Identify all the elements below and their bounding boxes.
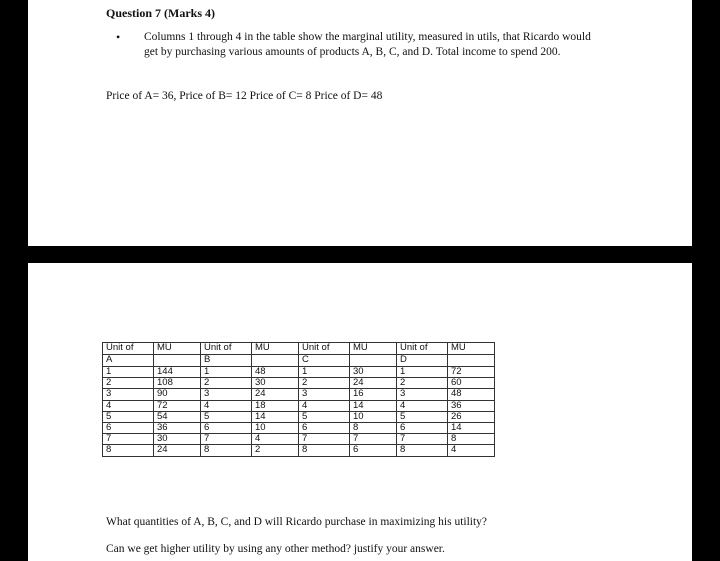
- table-cell: 7: [201, 434, 252, 445]
- table-cell: 10: [252, 422, 299, 433]
- table-cell: 8: [103, 445, 154, 456]
- table-cell: 54: [154, 411, 201, 422]
- table-cell: 30: [154, 434, 201, 445]
- table-cell: 4: [103, 400, 154, 411]
- page-bottom: [28, 263, 692, 561]
- table-cell: 24: [252, 389, 299, 400]
- table-cell: MU: [252, 343, 299, 355]
- bullet-text: Columns 1 through 4 in the table show the marginal utility, measured in utils, that Ricardo would get by purchasing various amounts of products A, B, C, and D. Total income to spend 200.: [144, 31, 591, 58]
- table-cell: MU: [154, 343, 201, 355]
- table-cell: 18: [252, 400, 299, 411]
- table-cell: Unit of: [103, 343, 154, 355]
- table-cell: MU: [350, 343, 397, 355]
- table-cell: 5: [397, 411, 448, 422]
- table-cell: 72: [448, 367, 495, 378]
- table-cell: 7: [397, 434, 448, 445]
- table-row: [103, 389, 495, 400]
- table-header-row: [103, 355, 495, 367]
- table-cell: [252, 355, 299, 367]
- table-cell: 3: [299, 389, 350, 400]
- table-cell: 2: [103, 378, 154, 389]
- table-cell: [448, 355, 495, 367]
- table-cell: 3: [103, 389, 154, 400]
- table-cell: Unit of: [201, 343, 252, 355]
- table-cell: 1: [201, 367, 252, 378]
- table-cell: 7: [350, 434, 397, 445]
- page-top: [28, 0, 692, 246]
- table-cell: [154, 355, 201, 367]
- table-cell: 60: [448, 378, 495, 389]
- table-cell: 5: [103, 411, 154, 422]
- table-cell: 2: [299, 378, 350, 389]
- table-cell: 1: [299, 367, 350, 378]
- table-cell: 30: [350, 367, 397, 378]
- table-cell: Unit of: [397, 343, 448, 355]
- table-cell: 90: [154, 389, 201, 400]
- table-cell: 48: [252, 367, 299, 378]
- table-cell: Unit of: [299, 343, 350, 355]
- table-row: [103, 367, 495, 378]
- table-cell: 30: [252, 378, 299, 389]
- prices-line: Price of A= 36, Price of B= 12 Price of C= 8 Price of D= 48: [106, 90, 383, 102]
- table-cell: MU: [448, 343, 495, 355]
- table-cell: 10: [350, 411, 397, 422]
- table-row: [103, 378, 495, 389]
- table-cell: A: [103, 355, 154, 367]
- table-cell: 36: [448, 400, 495, 411]
- table-cell: 8: [397, 445, 448, 456]
- table-cell: 7: [103, 434, 154, 445]
- marginal-utility-table: [102, 342, 495, 457]
- table-cell: B: [201, 355, 252, 367]
- table-row: [103, 445, 495, 456]
- table-cell: 14: [448, 422, 495, 433]
- table-cell: 36: [154, 422, 201, 433]
- table-cell: 24: [350, 378, 397, 389]
- table-cell: 2: [252, 445, 299, 456]
- table-cell: 14: [350, 400, 397, 411]
- table-cell: 14: [252, 411, 299, 422]
- table-cell: 2: [201, 378, 252, 389]
- table-cell: 6: [103, 422, 154, 433]
- table-cell: 144: [154, 367, 201, 378]
- table-cell: 6: [299, 422, 350, 433]
- table-row: [103, 400, 495, 411]
- table-cell: 5: [299, 411, 350, 422]
- bullet-icon: •: [116, 30, 121, 44]
- table-cell: D: [397, 355, 448, 367]
- table-cell: 4: [448, 445, 495, 456]
- table-cell: 4: [397, 400, 448, 411]
- table-cell: 3: [201, 389, 252, 400]
- table-cell: 5: [201, 411, 252, 422]
- question-title: Question 7 (Marks 4): [106, 6, 215, 20]
- table-cell: 24: [154, 445, 201, 456]
- table-cell: 26: [448, 411, 495, 422]
- table-row: [103, 422, 495, 433]
- question-quantities: What quantities of A, B, C, and D will Ricardo purchase in maximizing his utility?: [106, 516, 488, 528]
- table-cell: 108: [154, 378, 201, 389]
- table-cell: C: [299, 355, 350, 367]
- table-cell: 16: [350, 389, 397, 400]
- bullet-point: [116, 30, 594, 60]
- table-cell: 8: [350, 422, 397, 433]
- table-cell: 1: [103, 367, 154, 378]
- table-cell: 6: [397, 422, 448, 433]
- table-cell: 4: [299, 400, 350, 411]
- table-cell: 7: [299, 434, 350, 445]
- table-cell: 4: [252, 434, 299, 445]
- table-cell: 6: [201, 422, 252, 433]
- table-cell: 4: [201, 400, 252, 411]
- table-row: [103, 411, 495, 422]
- table-cell: 8: [201, 445, 252, 456]
- table-cell: 72: [154, 400, 201, 411]
- table-cell: 8: [299, 445, 350, 456]
- table-row: [103, 434, 495, 445]
- table-cell: 2: [397, 378, 448, 389]
- table-cell: 1: [397, 367, 448, 378]
- table-header-row: [103, 343, 495, 355]
- question-method: Can we get higher utility by using any other method? justify your answer.: [106, 543, 445, 555]
- table-cell: 6: [350, 445, 397, 456]
- table-cell: [350, 355, 397, 367]
- table-cell: 48: [448, 389, 495, 400]
- table-cell: 8: [448, 434, 495, 445]
- table-cell: 3: [397, 389, 448, 400]
